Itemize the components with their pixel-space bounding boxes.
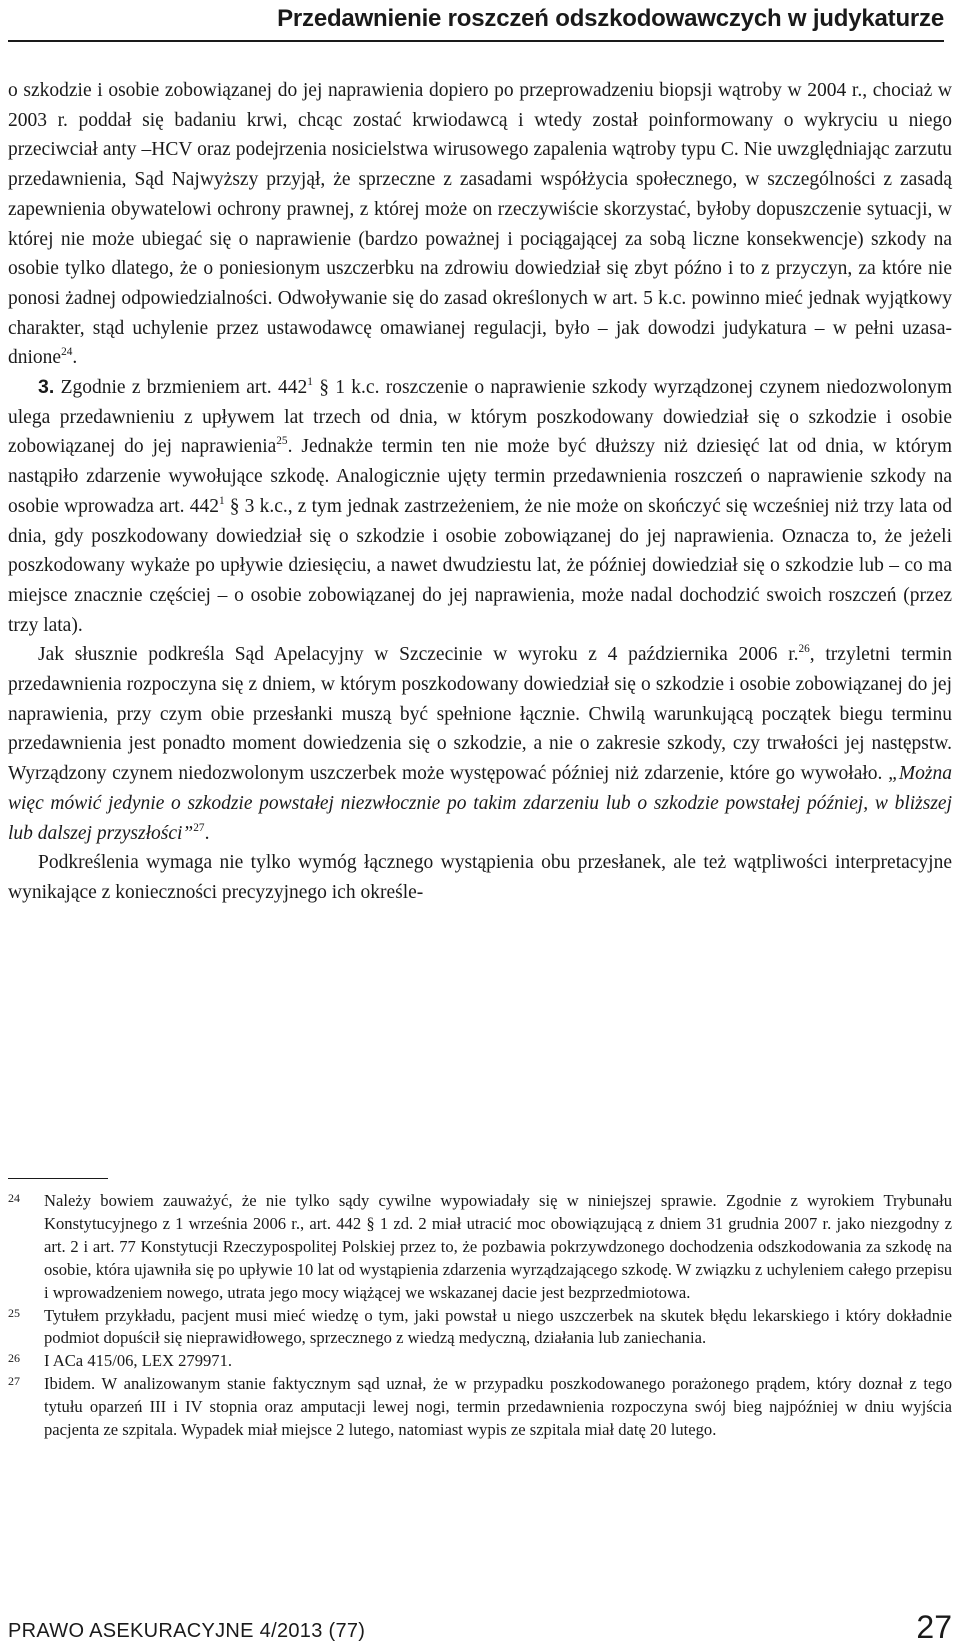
footnote-27: [8, 1373, 952, 1442]
main-text: [8, 76, 952, 908]
paragraph-2: [8, 373, 952, 640]
footnote-number: 25: [8, 1305, 20, 1320]
footnote-ref: 27: [193, 821, 205, 834]
footnote-number: 27: [8, 1374, 20, 1389]
footnote-text: I ACa 415/06, LEX 279971.: [44, 1351, 233, 1371]
paragraph-text: Zgodnie z brzmieniem art. 442: [54, 377, 308, 399]
italic-quotation: „Można więc mówić jedynie o szkodzie powstałej niezwłocznie po takim zdarzeniu lub o szkodzie powstałej później, w bliższej lub dalszej przyszłości”: [8, 763, 952, 844]
paragraph-4: Podkreślenia wymaga nie tylko wymóg łącznego wystąpienia obu przesłanek, ale też wątpliwości interpretacyjne wynikające z konieczności precyzyjnego ich określe-: [8, 852, 952, 903]
footnote-26: [8, 1350, 952, 1373]
footnote-ref: 24: [61, 346, 73, 359]
paragraph-text: , trzyletni termin przedawnienia rozpoczyna się z dniem, w którym poszkodowany dowiedział się o szkodzie i osobie zobowiązanej do jej naprawienia, przy czym obie przesłanki muszą być spełnione łącznie. Chwilą warunkującą początek biegu terminu przedawnienia jest ponadto moment dowiedzenia się o szkodzie, a nie o zakresie szkody, czy trwałości jej następstw. Wyrządzony czynem niedozwolonym uszczerbek może występować później niż zdarzenie, które go wywołało.: [8, 644, 952, 785]
footnote-number: 26: [8, 1351, 20, 1366]
footnote-ref: 26: [798, 643, 810, 656]
footnotes: [8, 1190, 952, 1442]
footnote-number: 24: [8, 1191, 20, 1205]
paragraph-text: .: [72, 347, 78, 369]
paragraph-text: Jak słusznie podkreśla Sąd Apelacyjny w Szczecinie w wyroku z 4 października 2006 r.: [38, 644, 799, 666]
paragraph-text: . Jednakże termin ten nie może być dłuższy niż dziesięć lat od dnia, w którym nastąpiło zdarzenie wywołujące szkodę. Analogicznie ujęty termin przedawnienia roszczeń o naprawienie szkody na osobie wprowadza art. 442: [8, 436, 952, 517]
footnote-ref: 25: [276, 435, 288, 448]
paragraph-text: § 1 k.c. roszczenie o naprawienie szkody wyrządzonej czynem niedozwolonym ulega przedawnieniu z upływem lat trzech od dnia, w którym poszkodowany dowiedział się o szkodzie i osobie zobowiązanej do jej naprawienia: [8, 377, 952, 458]
footnote-text: Należy bowiem zauważyć, że nie tylko sądy cywilne wypowiadały się w niniejszej sprawie. Zgodnie z wyrokiem Trybunału Konstytucyjnego z 1 września 2006 r., art. 442 § 1 zd. 2 miał utracić moc obowiązującą z dniem 31 grudnia 2007 r. jako niezgodny z art. 2 i art. 77 Konstytucji Rzeczypospolitej Polskiej przez to, że pozbawia pokrzywdzonego dochodzenia odszkodowania za szkodę na osobie, która ujawniła się po upływie 10 lat od wystąpienia zdarzenia wyrządzającego szkodę. W związku z uchyleniem całego przepisu i wprowadzeniem nowego, utrata jego mocy wiążącej we wskazanej dacie jest bezprzedmiotowa.: [44, 1191, 952, 1302]
running-header-title: Przedawnienie roszczeń odszkodowawczych w judykaturze: [277, 5, 944, 32]
footnote-25: [8, 1305, 952, 1351]
footnote-text: Tytułem przykładu, pacjent musi mieć wiedzę o tym, jaki powstał u niego uszczerbek na skutek błędu lekarskiego i który dokładnie podmiot dopuścił się nieprawidłowego, sprzecznego z wiedzą medyczną, działania lub zaniechania.: [44, 1305, 952, 1348]
footnote-text: Ibidem. W analizowanym stanie faktycznym sąd uznał, że w przypadku poszkodowanego porażonego prądem, który doznał z tego tytułu oparzeń III i IV stopnia oraz amputacji lewej nogi, termin przedawnienia rozpoczyna swój bieg najpóźniej w dniu wyjścia pacjenta ze szpitala. Wypadek miał miejsce 2 lutego, natomiast wypis ze szpitala miał datę 20 lutego.: [44, 1374, 952, 1440]
paragraph-1: [8, 76, 952, 373]
paragraph-text: § 3 k.c., z tym jednak zastrzeżeniem, że nie może on skończyć się wcześniej niż trzy lata od dnia, gdy poszkodowany dowiedział się o szkodzie i osobie zobowiązanej do jej naprawienia. Oznacza to, że jeżeli poszkodowany wykaże po upływie dziesięciu, a nawet dwudziestu lat, że później dowiedział się o szkodzie lub – co ma miejsce znacznie częściej – o osobie zobowiązanej do jej naprawienia, może nadal dochodzić swoich roszczeń (przez trzy lata).: [8, 495, 952, 636]
article-superscript: 1: [218, 494, 225, 507]
page-number: 27: [916, 1609, 952, 1645]
footnote-24: [8, 1190, 952, 1305]
paragraph-3: [8, 640, 952, 848]
paragraph-text: o szkodzie i osobie zobowiązanej do jej naprawienia dopiero po przeprowadzeniu biopsji wątroby w 2004 r., chociaż w 2003 r. poddał się badaniu krwi, chcąc zostać krwiodawcą i wtedy został poinformowany o wykryciu u niego przeciwciał anty –HCV oraz podejrzenia nosicielstwa wirusowego zapalenia wątroby typu C. Nie uwzględniając zarzutu przedawnienia, Sąd Najwyższy przyjął, że sprzeczne z zasadami współżycia społecznego, w szczególności z zasadą zapewnienia obywatelowi ochrony prawnej, z której może on rzeczywiście skorzystać, byłoby dopuszczenie sytuacji, w której nie może ubiegać się o naprawienie (bardzo poważnej i pociągającej za sobą liczne konsekwencje) szkody na osobie tylko dlatego, że o poniesionym uszczerbku na zdrowiu dowiedział się zbyt późno i to z przyczyn, za które nie ponosi żadnej odpowiedzialności. Odwoływanie się do zasad określonych w art. 5 k.c. powinno mieć jednak wyjątkowy charakter, stąd uchylenie przez ustawodawcę omawianej regulacji, było – jak dowodzi judykatura – w pełni uzasadnione: [8, 80, 952, 369]
header-rule: [8, 40, 944, 42]
section-number: 3.: [38, 376, 55, 399]
footnote-separator: [8, 1178, 108, 1179]
article-superscript: 1: [307, 375, 313, 388]
journal-footer: PRAWO ASEKURACYJNE 4/2013 (77): [8, 1620, 366, 1642]
paragraph-text: .: [204, 822, 210, 844]
